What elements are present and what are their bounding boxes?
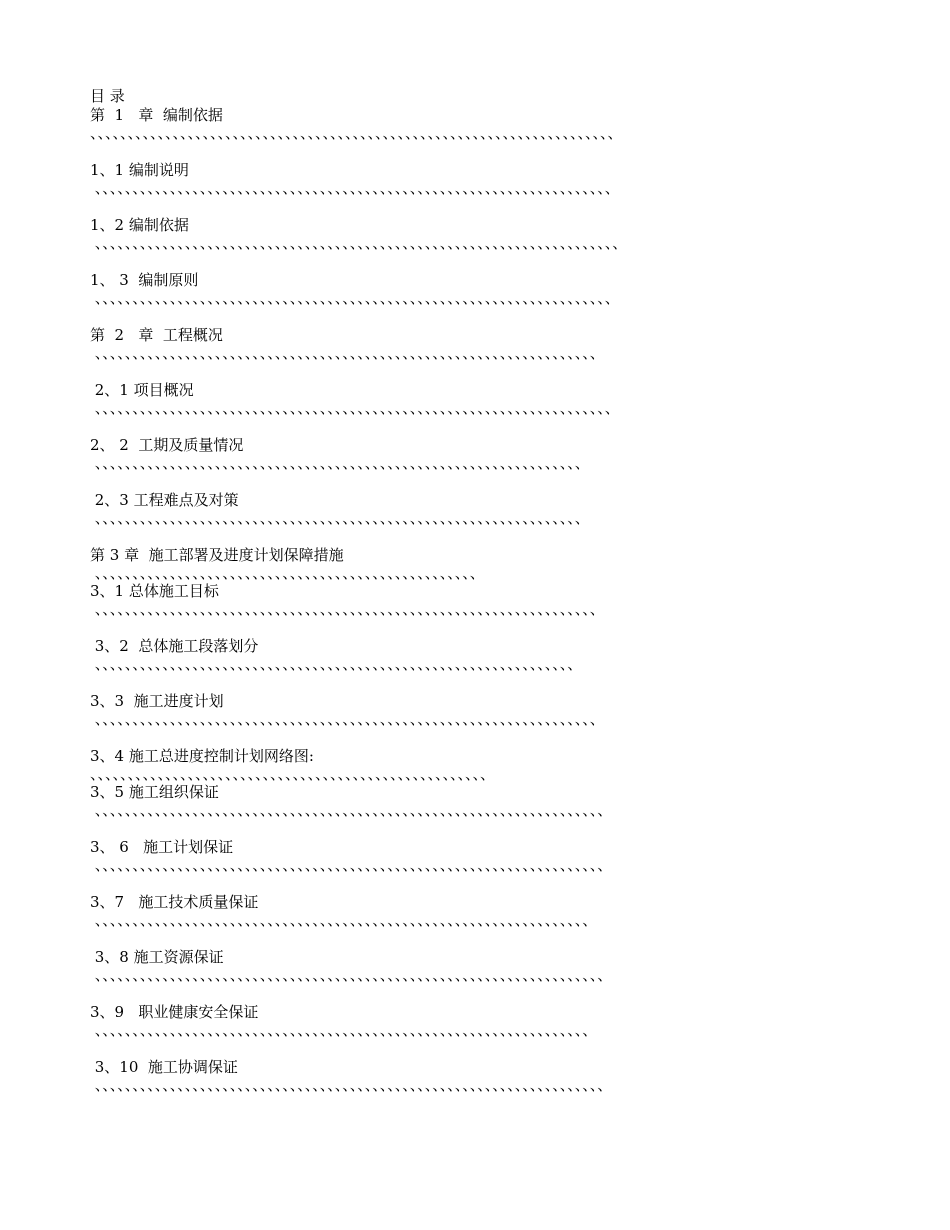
toc-entry-leader: 、、、、、、、、、、、、、、、、、、、、、、、、、、、、、、、、、、、、、、、、、、、、、、、、、、、、、、、、、、、、、、、、、、 — [90, 911, 598, 929]
toc-entry-label: 3、1 总体施工目标 — [90, 582, 219, 600]
toc-entry-leader: 、、、、、、、、、、、、、、、、、、、、、、、、、、、、、、、、、、、、、、、、、、、、、、、、、、、、、、、、、、、、、、、、、、、、 — [90, 966, 613, 984]
toc-entry-leader: 、、、、、、、、、、、、、、、、、、、、、、、、、、、、、、、、、、、、、、、、、、、、、、、、、、、、、 — [90, 765, 496, 783]
toc-entry-label: 3、3 施工进度计划 — [90, 692, 224, 710]
toc-title: 目 录 — [90, 87, 125, 105]
toc-entry-label: 1、2 编制依据 — [90, 216, 189, 234]
toc-entry — [90, 1058, 860, 1113]
toc-entry-label: 1、 3 编制原则 — [90, 271, 199, 289]
toc-entry — [90, 637, 860, 692]
toc-entry-leader: 、、、、、、、、、、、、、、、、、、、、、、、、、、、、、、、、、、、、、、、、、、、、、、、、、、、、、、、、、、、、、、、、、、、、、 — [90, 289, 620, 307]
toc-entry-label: 第 1 章 编制依据 — [90, 106, 223, 124]
toc-entry-label: 3、5 施工组织保证 — [90, 783, 219, 801]
toc-entry — [90, 783, 860, 838]
toc-entry — [90, 546, 860, 582]
toc-entry-label: 3、8 施工资源保证 — [90, 948, 224, 966]
toc-entry-label: 2、1 项目概况 — [90, 381, 194, 399]
toc-entry-label: 3、2 总体施工段落划分 — [90, 637, 259, 655]
toc-entry-leader: 、、、、、、、、、、、、、、、、、、、、、、、、、、、、、、、、、、、、、、、、、、、、、、、、、、、、、、、、、、、、、、、、、 — [90, 454, 590, 472]
toc-entry-label: 3、4 施工总进度控制计划网络图: — [90, 747, 314, 765]
toc-entry-label: 2、 2 工期及质量情况 — [90, 436, 244, 454]
toc-entry-label: 第 3 章 施工部署及进度计划保障措施 — [90, 546, 344, 564]
toc-entry-label: 3、10 施工协调保证 — [90, 1058, 238, 1076]
toc-entry-leader: 、、、、、、、、、、、、、、、、、、、、、、、、、、、、、、、、、、、、、、、、、、、、、、、、、、、、、、、、、、、、、、、、、、 — [90, 1021, 598, 1039]
toc-entry — [90, 326, 860, 381]
toc-entry — [90, 838, 860, 893]
toc-entry — [90, 436, 860, 491]
toc-page — [90, 86, 860, 1113]
toc-entry-leader: 、、、、、、、、、、、、、、、、、、、、、、、、、、、、、、、、、、、、、、、、、、、、、、、、、、、、、、、、、、、、、、、、、、、、、、 — [90, 124, 623, 142]
toc-entry-leader: 、、、、、、、、、、、、、、、、、、、、、、、、、、、、、、、、、、、、、、、、、、、、、、、、、、、、、、、、、、、、、、、、 — [90, 655, 583, 673]
toc-entry — [90, 161, 860, 216]
toc-entry-leader: 、、、、、、、、、、、、、、、、、、、、、、、、、、、、、、、、、、、、、、、、、、、、、、、、、、、 — [90, 564, 485, 582]
toc-entry — [90, 216, 860, 271]
toc-entry-label: 1、1 编制说明 — [90, 161, 189, 179]
toc-entry — [90, 491, 860, 546]
toc-entry — [90, 1003, 860, 1058]
toc-entry-leader: 、、、、、、、、、、、、、、、、、、、、、、、、、、、、、、、、、、、、、、、、、、、、、、、、、、、、、、、、、、、、、、、、、、、、 — [90, 1076, 613, 1094]
toc-entry — [90, 948, 860, 1003]
toc-entry — [90, 893, 860, 948]
toc-entry — [90, 582, 860, 637]
toc-entry-label: 3、 6 施工计划保证 — [90, 838, 234, 856]
toc-entry-leader: 、、、、、、、、、、、、、、、、、、、、、、、、、、、、、、、、、、、、、、、、、、、、、、、、、、、、、、、、、、、、、、、、、、、 — [90, 710, 605, 728]
toc-entry-leader: 、、、、、、、、、、、、、、、、、、、、、、、、、、、、、、、、、、、、、、、、、、、、、、、、、、、、、、、、、、、、、、、、、 — [90, 509, 590, 527]
toc-entry-label: 2、3 工程难点及对策 — [90, 491, 239, 509]
toc-entry-leader: 、、、、、、、、、、、、、、、、、、、、、、、、、、、、、、、、、、、、、、、、、、、、、、、、、、、、、、、、、、、、、、、、、、、、、 — [90, 179, 620, 197]
toc-entry-leader: 、、、、、、、、、、、、、、、、、、、、、、、、、、、、、、、、、、、、、、、、、、、、、、、、、、、、、、、、、、、、、、、、、、、 — [90, 344, 605, 362]
toc-entry-leader: 、、、、、、、、、、、、、、、、、、、、、、、、、、、、、、、、、、、、、、、、、、、、、、、、、、、、、、、、、、、、、、、、、、、、、 — [90, 399, 620, 417]
toc-entry — [90, 747, 860, 783]
toc-entry-leader: 、、、、、、、、、、、、、、、、、、、、、、、、、、、、、、、、、、、、、、、、、、、、、、、、、、、、、、、、、、、、、、、、、、、、 — [90, 801, 613, 819]
toc-entry-label: 3、7 施工技术质量保证 — [90, 893, 259, 911]
toc-entry — [90, 106, 860, 161]
toc-entry-label: 第 2 章 工程概况 — [90, 326, 223, 344]
toc-entry-label: 3、9 职业健康安全保证 — [90, 1003, 259, 1021]
toc-entry — [90, 381, 860, 436]
toc-entry — [90, 692, 860, 747]
toc-entry-leader: 、、、、、、、、、、、、、、、、、、、、、、、、、、、、、、、、、、、、、、、、、、、、、、、、、、、、、、、、、、、、、、、、、、、、、、 — [90, 234, 628, 252]
toc-entry-leader: 、、、、、、、、、、、、、、、、、、、、、、、、、、、、、、、、、、、、、、、、、、、、、、、、、、、、、、、、、、、、、、、、、、、 — [90, 600, 605, 618]
toc-entry-leader: 、、、、、、、、、、、、、、、、、、、、、、、、、、、、、、、、、、、、、、、、、、、、、、、、、、、、、、、、、、、、、、、、、、、、 — [90, 856, 613, 874]
toc-entry — [90, 271, 860, 326]
